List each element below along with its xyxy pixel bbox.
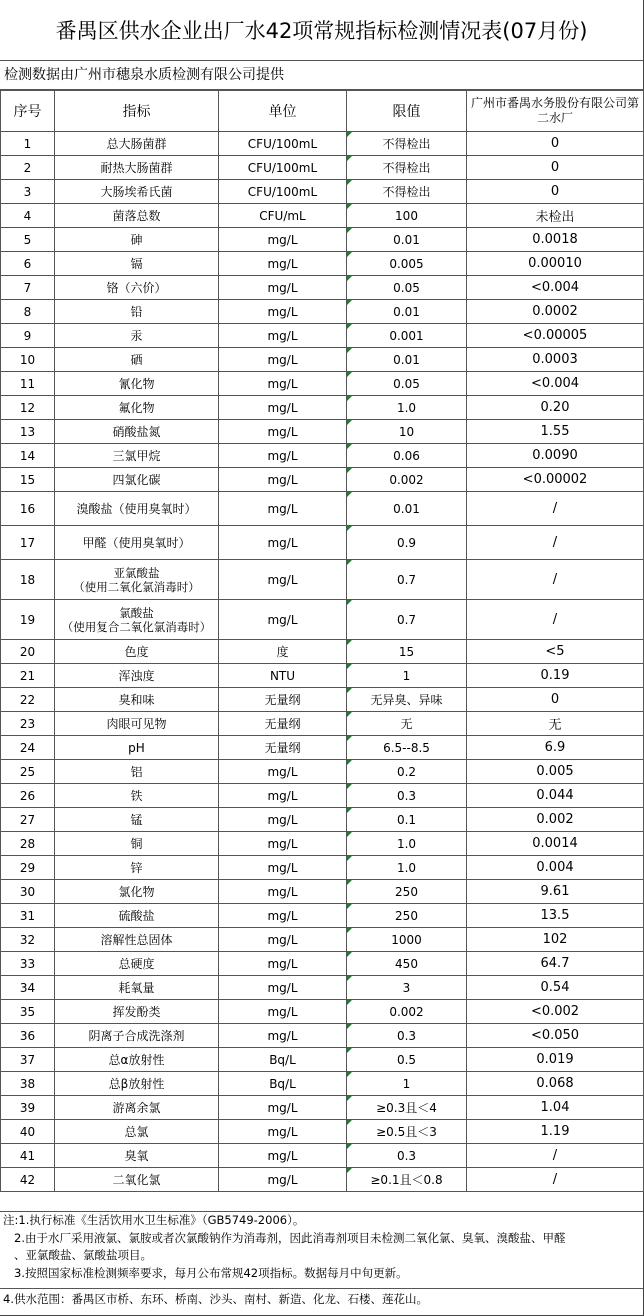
indicator-name: 锌 <box>55 856 219 880</box>
indicator-name: 总α放射性 <box>55 1048 219 1072</box>
table-row <box>1 808 644 832</box>
row-number: 8 <box>1 300 55 324</box>
indicator-name: 氯化物 <box>55 880 219 904</box>
row-number: 27 <box>1 808 55 832</box>
table-row <box>1 1072 644 1096</box>
indicator-name: 四氯化碳 <box>55 468 219 492</box>
notes <box>0 1212 643 1282</box>
indicator-name: 铬（六价） <box>55 276 219 300</box>
result-cell: 13.5 <box>467 904 644 928</box>
unit-cell: mg/L <box>219 784 347 808</box>
limit-cell: ≥0.1且＜0.8 <box>347 1168 467 1192</box>
limit-cell: 250 <box>347 880 467 904</box>
indicator-name: 挥发酚类 <box>55 1000 219 1024</box>
limit-cell: 0.1 <box>347 808 467 832</box>
indicator-name: 总大肠菌群 <box>55 132 219 156</box>
indicator-name: 臭氧 <box>55 1144 219 1168</box>
table-row <box>1 664 644 688</box>
table-row <box>1 560 644 600</box>
limit-cell: 1.0 <box>347 396 467 420</box>
limit-cell: 0.05 <box>347 372 467 396</box>
note-line: 2.由于水厂采用液氯、氯胺或者次氯酸钠作为消毒剂，因此消毒剂项目未检测二氧化氯、臭氧、溴酸盐、甲醛 <box>14 1230 566 1245</box>
indicator-name: 锰 <box>55 808 219 832</box>
unit-cell: mg/L <box>219 952 347 976</box>
table-row <box>1 444 644 468</box>
unit-cell: mg/L <box>219 396 347 420</box>
table-row <box>1 952 644 976</box>
limit-cell: 0.001 <box>347 324 467 348</box>
result-cell: 0.0003 <box>467 348 644 372</box>
unit-cell: CFU/100mL <box>219 132 347 156</box>
row-number: 21 <box>1 664 55 688</box>
result-cell: / <box>467 526 644 560</box>
limit-cell: 0.3 <box>347 784 467 808</box>
indicator-name: 铝 <box>55 760 219 784</box>
limit-cell: 3 <box>347 976 467 1000</box>
divider <box>0 1288 643 1289</box>
result-cell: 0.0090 <box>467 444 644 468</box>
result-cell: 0.019 <box>467 1048 644 1072</box>
unit-cell: mg/L <box>219 808 347 832</box>
row-number: 2 <box>1 156 55 180</box>
unit-cell: mg/L <box>219 600 347 640</box>
indicator-name: 铅 <box>55 300 219 324</box>
limit-cell: 1000 <box>347 928 467 952</box>
table-row <box>1 420 644 444</box>
result-cell: 0 <box>467 156 644 180</box>
row-number: 18 <box>1 560 55 600</box>
limit-cell: 0.7 <box>347 600 467 640</box>
row-number: 33 <box>1 952 55 976</box>
limit-cell: 0.01 <box>347 348 467 372</box>
result-cell: / <box>467 1168 644 1192</box>
data-source-text: 检测数据由广州市穗泉水质检测有限公司提供 <box>4 67 284 83</box>
unit-cell: mg/L <box>219 468 347 492</box>
limit-cell: ≥0.3且＜4 <box>347 1096 467 1120</box>
result-cell: 64.7 <box>467 952 644 976</box>
indicator-name: 氯酸盐 （使用复合二氧化氯消毒时） <box>55 600 219 640</box>
result-cell: 6.9 <box>467 736 644 760</box>
row-number: 3 <box>1 180 55 204</box>
unit-cell: mg/L <box>219 324 347 348</box>
result-cell: 9.61 <box>467 880 644 904</box>
unit-cell: mg/L <box>219 928 347 952</box>
indicator-name: 总β放射性 <box>55 1072 219 1096</box>
result-cell: 0 <box>467 180 644 204</box>
limit-cell: 0.05 <box>347 276 467 300</box>
limit-cell: 不得检出 <box>347 132 467 156</box>
indicator-name: 游离余氯 <box>55 1096 219 1120</box>
limit-cell: 0.002 <box>347 468 467 492</box>
unit-cell: mg/L <box>219 1120 347 1144</box>
unit-cell: Bq/L <box>219 1048 347 1072</box>
table-row <box>1 1024 644 1048</box>
result-cell: 0.044 <box>467 784 644 808</box>
unit-cell: mg/L <box>219 228 347 252</box>
limit-cell: 1 <box>347 1072 467 1096</box>
unit-cell: 无量纲 <box>219 688 347 712</box>
page-title: 番禺区供水企业出厂水42项常规指标检测情况表(07月份) <box>55 19 588 43</box>
limit-cell: 450 <box>347 952 467 976</box>
note-line: 注:1.执行标准《生活饮用水卫生标准》（GB5749-2006）。 <box>3 1213 305 1227</box>
row-number: 40 <box>1 1120 55 1144</box>
indicator-name: 汞 <box>55 324 219 348</box>
table-row <box>1 1000 644 1024</box>
limit-cell: 无 <box>347 712 467 736</box>
table-row <box>1 492 644 526</box>
unit-cell: 无量纲 <box>219 712 347 736</box>
result-cell: 0.068 <box>467 1072 644 1096</box>
result-cell: <0.00005 <box>467 324 644 348</box>
row-number: 6 <box>1 252 55 276</box>
unit-cell: mg/L <box>219 300 347 324</box>
limit-cell: 0.01 <box>347 492 467 526</box>
table-row <box>1 904 644 928</box>
row-number: 29 <box>1 856 55 880</box>
row-number: 31 <box>1 904 55 928</box>
result-cell: <0.050 <box>467 1024 644 1048</box>
limit-cell: 0.5 <box>347 1048 467 1072</box>
table-row <box>1 1168 644 1192</box>
table-row <box>1 976 644 1000</box>
unit-cell: mg/L <box>219 832 347 856</box>
indicator-name: 溶解性总固体 <box>55 928 219 952</box>
limit-cell: 0.06 <box>347 444 467 468</box>
unit-cell: NTU <box>219 664 347 688</box>
header-indicator: 指标 <box>55 91 219 132</box>
result-cell: 0 <box>467 688 644 712</box>
indicator-name: 氟化物 <box>55 396 219 420</box>
result-cell: / <box>467 600 644 640</box>
row-number: 26 <box>1 784 55 808</box>
row-number: 12 <box>1 396 55 420</box>
indicator-name: pH <box>55 736 219 760</box>
table-row <box>1 688 644 712</box>
limit-cell: 1.0 <box>347 856 467 880</box>
indicator-name: 大肠埃希氏菌 <box>55 180 219 204</box>
row-number: 42 <box>1 1168 55 1192</box>
table-row <box>1 784 644 808</box>
indicator-name: 耗氧量 <box>55 976 219 1000</box>
indicator-name: 镉 <box>55 252 219 276</box>
limit-cell: 0.005 <box>347 252 467 276</box>
result-cell: / <box>467 492 644 526</box>
row-number: 37 <box>1 1048 55 1072</box>
result-cell: 0.00010 <box>467 252 644 276</box>
header-no: 序号 <box>1 91 55 132</box>
indicator-name: 溴酸盐（使用臭氧时） <box>55 492 219 526</box>
table-row <box>1 832 644 856</box>
result-cell: 0.0018 <box>467 228 644 252</box>
table-row <box>1 526 644 560</box>
result-cell: 0.004 <box>467 856 644 880</box>
indicator-name: 三氯甲烷 <box>55 444 219 468</box>
indicator-name: 砷 <box>55 228 219 252</box>
table-row <box>1 372 644 396</box>
row-number: 14 <box>1 444 55 468</box>
indicator-name: 耐热大肠菌群 <box>55 156 219 180</box>
unit-cell: mg/L <box>219 1024 347 1048</box>
table-row <box>1 880 644 904</box>
limit-cell: 0.3 <box>347 1144 467 1168</box>
result-cell: / <box>467 560 644 600</box>
result-cell: 0.005 <box>467 760 644 784</box>
unit-cell: CFU/100mL <box>219 156 347 180</box>
unit-cell: mg/L <box>219 492 347 526</box>
indicator-name: 甲醛（使用臭氧时） <box>55 526 219 560</box>
row-number: 20 <box>1 640 55 664</box>
unit-cell: mg/L <box>219 904 347 928</box>
note-line: 、亚氯酸盐、氯酸盐项目。 <box>14 1248 152 1262</box>
table-row <box>1 276 644 300</box>
indicator-name: 亚氯酸盐 （使用二氧化氯消毒时） <box>55 560 219 600</box>
result-cell: 1.55 <box>467 420 644 444</box>
limit-cell: 0.3 <box>347 1024 467 1048</box>
row-number: 19 <box>1 600 55 640</box>
unit-cell: mg/L <box>219 1096 347 1120</box>
unit-cell: mg/L <box>219 444 347 468</box>
result-cell: 0.0002 <box>467 300 644 324</box>
limit-cell: 不得检出 <box>347 156 467 180</box>
header-unit: 单位 <box>219 91 347 132</box>
unit-cell: 无量纲 <box>219 736 347 760</box>
indicator-name: 硒 <box>55 348 219 372</box>
table-row <box>1 1096 644 1120</box>
result-cell: <0.004 <box>467 276 644 300</box>
table-body <box>1 132 644 1192</box>
row-number: 9 <box>1 324 55 348</box>
indicator-name: 二氧化氯 <box>55 1168 219 1192</box>
indicator-name: 硝酸盐氮 <box>55 420 219 444</box>
row-number: 34 <box>1 976 55 1000</box>
table-row <box>1 1144 644 1168</box>
limit-cell: 1.0 <box>347 832 467 856</box>
indicator-name: 总硬度 <box>55 952 219 976</box>
indicator-name: 铜 <box>55 832 219 856</box>
header-plant: 广州市番禺水务股份有限公司第二水厂 <box>467 91 644 132</box>
result-cell: 0.19 <box>467 664 644 688</box>
limit-cell: 不得检出 <box>347 180 467 204</box>
unit-cell: mg/L <box>219 856 347 880</box>
limit-cell: 0.002 <box>347 1000 467 1024</box>
table-row <box>1 132 644 156</box>
limit-cell: 1 <box>347 664 467 688</box>
limit-cell: 0.9 <box>347 526 467 560</box>
result-cell: <5 <box>467 640 644 664</box>
indicator-name: 肉眼可见物 <box>55 712 219 736</box>
unit-cell: CFU/100mL <box>219 180 347 204</box>
unit-cell: mg/L <box>219 976 347 1000</box>
limit-cell: 无异臭、异味 <box>347 688 467 712</box>
row-number: 32 <box>1 928 55 952</box>
table-row <box>1 600 644 640</box>
unit-cell: mg/L <box>219 1168 347 1192</box>
result-cell: 102 <box>467 928 644 952</box>
row-number: 41 <box>1 1144 55 1168</box>
table-row <box>1 252 644 276</box>
table-row <box>1 156 644 180</box>
table-row <box>1 736 644 760</box>
unit-cell: mg/L <box>219 348 347 372</box>
unit-cell: 度 <box>219 640 347 664</box>
row-number: 7 <box>1 276 55 300</box>
limit-cell: 15 <box>347 640 467 664</box>
indicator-name: 色度 <box>55 640 219 664</box>
unit-cell: mg/L <box>219 526 347 560</box>
result-cell: 0 <box>467 132 644 156</box>
result-cell: 1.19 <box>467 1120 644 1144</box>
row-number: 30 <box>1 880 55 904</box>
unit-cell: mg/L <box>219 276 347 300</box>
unit-cell: mg/L <box>219 1000 347 1024</box>
table-row <box>1 180 644 204</box>
indicator-name: 铁 <box>55 784 219 808</box>
limit-cell: 6.5--8.5 <box>347 736 467 760</box>
table-row <box>1 760 644 784</box>
table-row <box>1 640 644 664</box>
indicator-name: 阴离子合成洗涤剂 <box>55 1024 219 1048</box>
indicator-name: 菌落总数 <box>55 204 219 228</box>
limit-cell: 0.01 <box>347 228 467 252</box>
row-number: 38 <box>1 1072 55 1096</box>
result-cell: <0.004 <box>467 372 644 396</box>
unit-cell: mg/L <box>219 420 347 444</box>
row-number: 10 <box>1 348 55 372</box>
limit-cell: 10 <box>347 420 467 444</box>
unit-cell: mg/L <box>219 1144 347 1168</box>
table-row <box>1 468 644 492</box>
supply-scope: 4.供水范围：番禺区市桥、东环、桥南、沙头、南村、新造、化龙、石楼、莲花山。 <box>3 1292 428 1306</box>
row-number: 36 <box>1 1024 55 1048</box>
result-cell: 无 <box>467 712 644 736</box>
result-cell: <0.002 <box>467 1000 644 1024</box>
row-number: 28 <box>1 832 55 856</box>
result-cell: 0.002 <box>467 808 644 832</box>
row-number: 4 <box>1 204 55 228</box>
table-header-row <box>1 91 644 132</box>
row-number: 22 <box>1 688 55 712</box>
unit-cell: mg/L <box>219 560 347 600</box>
result-cell: 0.20 <box>467 396 644 420</box>
table-row <box>1 1120 644 1144</box>
table-row <box>1 396 644 420</box>
note-line: 3.按照国家标准检测频率要求，每月公布常规42项指标。数据每月中旬更新。 <box>14 1265 408 1280</box>
indicator-table <box>0 90 644 1192</box>
row-number: 1 <box>1 132 55 156</box>
row-number: 39 <box>1 1096 55 1120</box>
row-number: 11 <box>1 372 55 396</box>
row-number: 17 <box>1 526 55 560</box>
limit-cell: 0.7 <box>347 560 467 600</box>
table-row <box>1 712 644 736</box>
header-limit: 限值 <box>347 91 467 132</box>
result-cell: 1.04 <box>467 1096 644 1120</box>
indicator-name: 氰化物 <box>55 372 219 396</box>
result-cell: 未检出 <box>467 204 644 228</box>
unit-cell: mg/L <box>219 760 347 784</box>
row-number: 5 <box>1 228 55 252</box>
limit-cell: 0.01 <box>347 300 467 324</box>
table-row <box>1 324 644 348</box>
table-row <box>1 204 644 228</box>
unit-cell: CFU/mL <box>219 204 347 228</box>
indicator-name: 硫酸盐 <box>55 904 219 928</box>
row-number: 23 <box>1 712 55 736</box>
unit-cell: mg/L <box>219 372 347 396</box>
row-number: 13 <box>1 420 55 444</box>
limit-cell: ≥0.5且＜3 <box>347 1120 467 1144</box>
result-cell: 0.54 <box>467 976 644 1000</box>
limit-cell: 100 <box>347 204 467 228</box>
table-row <box>1 856 644 880</box>
indicator-name: 总氯 <box>55 1120 219 1144</box>
result-cell: 0.0014 <box>467 832 644 856</box>
row-number: 35 <box>1 1000 55 1024</box>
row-number: 24 <box>1 736 55 760</box>
table-row <box>1 1048 644 1072</box>
row-number: 16 <box>1 492 55 526</box>
table-row <box>1 300 644 324</box>
table-row <box>1 928 644 952</box>
indicator-name: 浑浊度 <box>55 664 219 688</box>
table-row <box>1 228 644 252</box>
table-row <box>1 348 644 372</box>
unit-cell: Bq/L <box>219 1072 347 1096</box>
result-cell: / <box>467 1144 644 1168</box>
limit-cell: 250 <box>347 904 467 928</box>
limit-cell: 0.2 <box>347 760 467 784</box>
row-number: 25 <box>1 760 55 784</box>
result-cell: <0.00002 <box>467 468 644 492</box>
row-number: 15 <box>1 468 55 492</box>
unit-cell: mg/L <box>219 880 347 904</box>
indicator-name: 臭和味 <box>55 688 219 712</box>
unit-cell: mg/L <box>219 252 347 276</box>
